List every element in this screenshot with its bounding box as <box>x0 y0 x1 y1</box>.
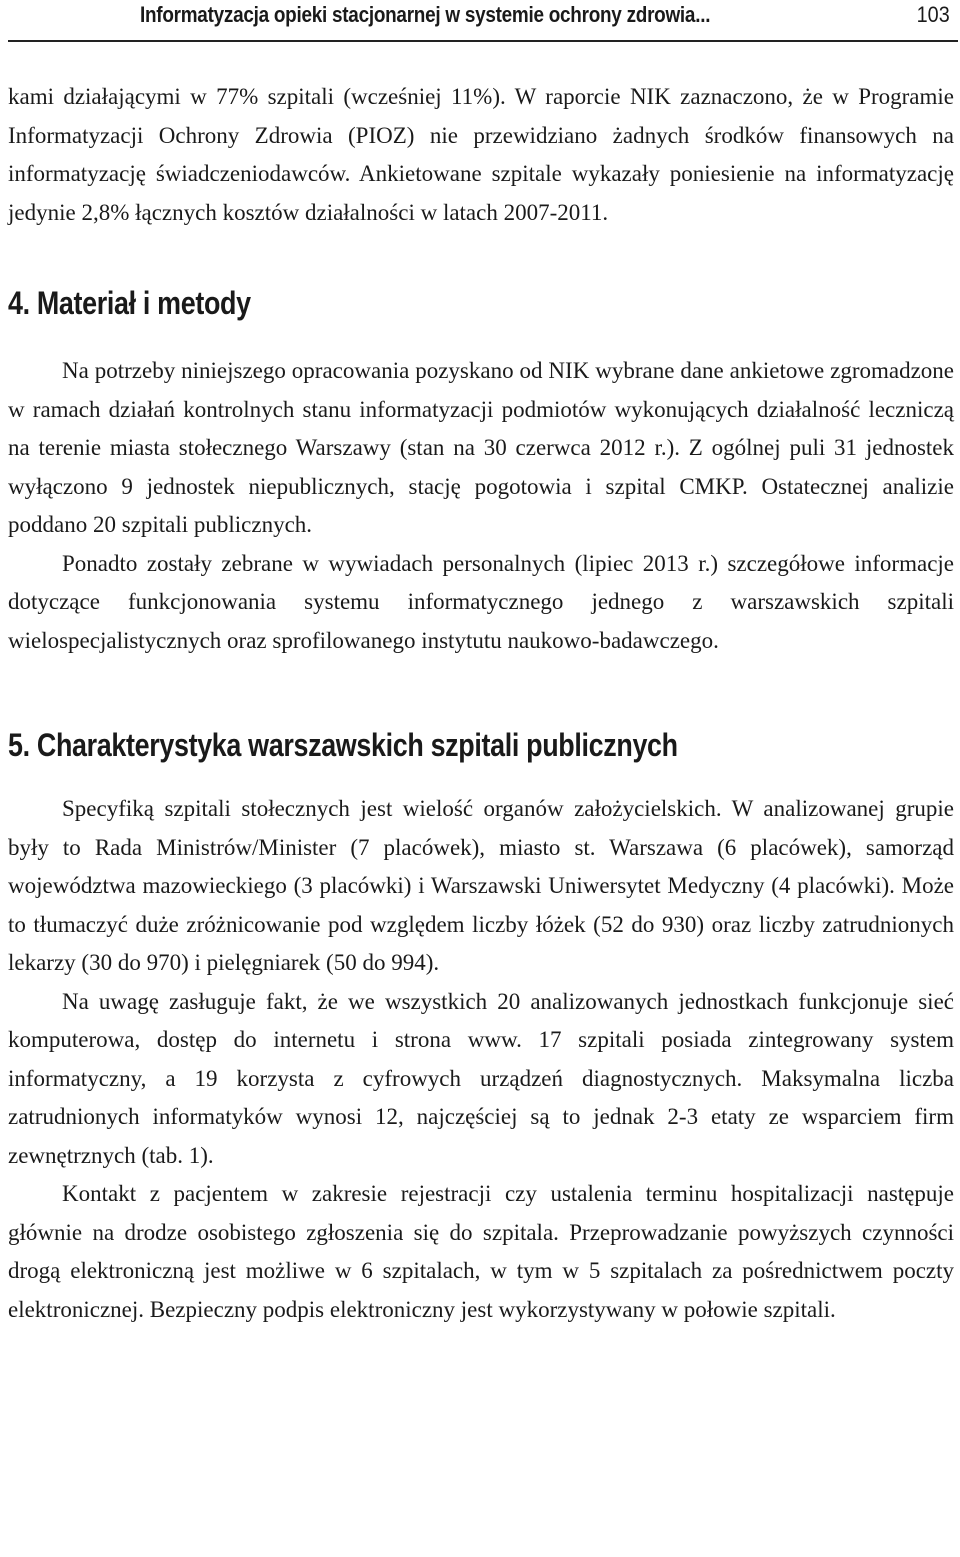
running-header-title: Informatyzacja opieki stacjonarnej w systemie ochrony zdrowia... <box>140 2 711 27</box>
section-4-paragraph-1: Na potrzeby niniejszego opracowania pozyskano od NIK wybrane dane ankietowe zgromadzone w ramach działań kontrolnych stanu informatyzacji podmiotów wykonujących działalność leczniczą na terenie miasta stołecznego Warszawy (stan na 30 czerwca 2012 r.). Z ogólnej puli 31 jednostek wyłączono 9 jednostek niepublicznych, stację pogotowia i szpital CMKP. Ostatecznej analizie poddano 20 szpitali publicznych. <box>8 358 954 537</box>
header-rule <box>8 40 958 42</box>
section-5-paragraph-3: Kontakt z pacjentem w zakresie rejestracji czy ustalenia terminu hospitalizacji następuje głównie na drodze osobistego zgłoszenia się do szpitala. Przeprowadzanie powyższych czynności drogą elektroniczną jest możliwe w 6 szpitalach, w tym w 5 szpitalach za pośrednictwem poczty elektronicznej. Bezpieczny podpis elektroniczny jest wykorzystywany w połowie szpitali. <box>8 1181 954 1322</box>
running-header <box>0 0 960 44</box>
page-body <box>8 78 954 1329</box>
intro-paragraph: kami działającymi w 77% szpitali (wcześniej 11%). W raporcie NIK zaznaczono, że w Programie Informatyzacji Ochrony Zdrowia (PIOZ) nie przewidziano żadnych środków finansowych na informatyzację świadczeniodawców. Ankietowane szpitale wykazały poniesienie na informatyzację jedynie 2,8% łącznych kosztów działalności w latach 2007-2011. <box>8 84 954 225</box>
section-5-heading: 5. Charakterystyka warszawskich szpitali publicznych <box>8 727 678 763</box>
section-4-paragraph-2: Ponadto zostały zebrane w wywiadach personalnych (lipiec 2013 r.) szczegółowe informacje dotyczące funkcjonowania systemu informatycznego jednego z warszawskich szpitali wielospecjalistycznych oraz sprofilowanego instytutu naukowo-badawczego. <box>8 550 954 653</box>
section-5-paragraph-2: Na uwagę zasługuje fakt, że we wszystkich 20 analizowanych jednostkach funkcjonuje sieć komputerowa, dostęp do internetu i strona www. 17 szpitali posiada zintegrowany system informatyczny, a 19 korzysta z cyfrowych urządzeń diagnostycznych. Maksymalna liczba zatrudnionych informatyków wynosi 12, najczęściej są to jednak 2-3 etaty ze wsparciem firm zewnętrznych (tab. 1). <box>8 988 954 1168</box>
section-5-paragraph-1: Specyfiką szpitali stołecznych jest wielość organów założycielskich. W analizowanej grupie były to Rada Ministrów/Minister (7 placówek), miasto st. Warszawa (6 placówek), samorząd województwa mazowieckiego (3 placówki) i Warszawski Uniwersytet Medyczny (4 placówki). Może to tłumaczyć duże zróżnicowanie pod względem liczby łóżek (52 do 930) oraz liczby zatrudnionych lekarzy (30 do 970) i pielęgniarek (50 do 994). <box>8 796 954 975</box>
page-number: 103 <box>916 2 950 27</box>
section-4-heading: 4. Materiał i metody <box>8 285 251 321</box>
